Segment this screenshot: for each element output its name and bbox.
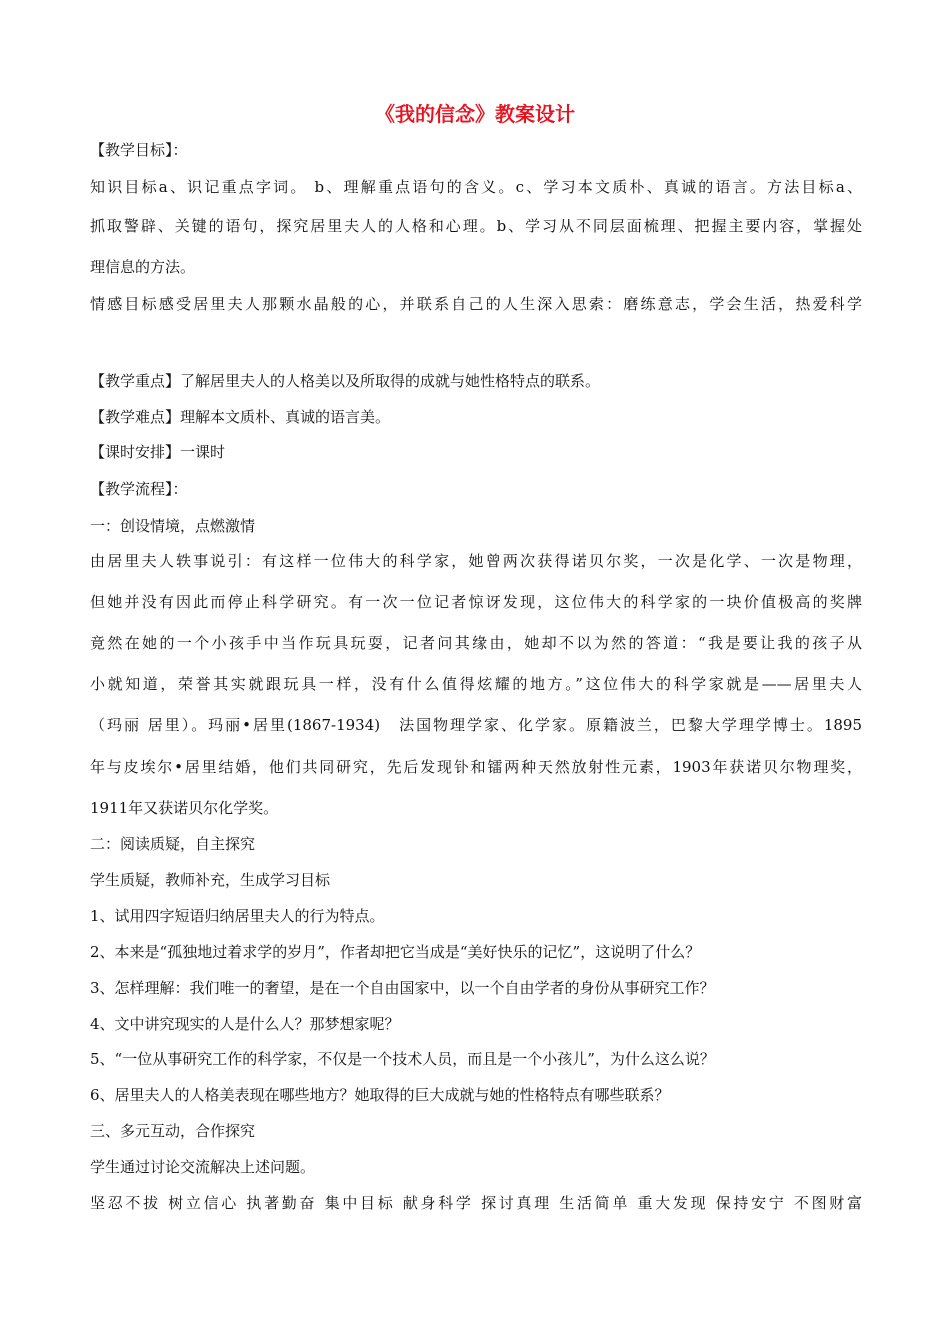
paragraph-line: 小就知道，荣誉其实就跟玩具一样，没有什么值得炫耀的地方。”这位伟大的科学家就是——居里夫人 <box>90 675 862 693</box>
paragraph-line: 学生质疑，教师补充，生成学习目标 <box>90 871 331 889</box>
paragraph-line: （玛丽 居里）。玛丽•居里(1867-1934) 法国物理学家、化学家。原籍波兰，巴黎大学理学博士。1895 <box>90 716 862 734</box>
step-heading: 三、多元互动，合作探究 <box>90 1122 256 1140</box>
section-heading-objectives: 【教学目标】： <box>90 141 188 159</box>
section-heading-schedule: 【课时安排】一课时 <box>90 443 226 461</box>
section-heading-process: 【教学流程】： <box>90 480 188 498</box>
paragraph-line: 情感目标感受居里夫人那颗水晶般的心，并联系自己的人生深入思索：磨练意志，学会生活，热爱科学 <box>90 295 862 313</box>
paragraph-line: 抓取警辟、关键的语句，探究居里夫人的人格和心理。b、学习从不同层面梳理、把握主要内容，掌握处 <box>90 217 862 235</box>
question-item: 1、试用四字短语归纳居里夫人的行为特点。 <box>90 907 385 925</box>
step-heading: 二：阅读质疑，自主探究 <box>90 835 256 853</box>
paragraph-line: 年与皮埃尔•居里结婚，他们共同研究，先后发现钋和镭两种天然放射性元素，1903年获诺贝尔物理奖， <box>90 758 862 776</box>
question-item: 6、居里夫人的人格美表现在哪些地方？她取得的巨大成就与她的性格特点有哪些联系？ <box>90 1086 670 1104</box>
section-heading-key-points: 【教学重点】了解居里夫人的人格美以及所取得的成就与她性格特点的联系。 <box>90 372 601 390</box>
question-item: 4、文中讲究现实的人是什么人？那梦想家呢？ <box>90 1015 400 1033</box>
paragraph-line: 1911年又获诺贝尔化学奖。 <box>90 799 279 817</box>
document-title: 《我的信念》教案设计 <box>375 102 575 126</box>
question-item: 3、怎样理解：我们唯一的奢望，是在一个自由国家中，以一个自由学者的身份从事研究工作？ <box>90 979 715 997</box>
question-item: 2、本来是“孤独地过着求学的岁月”，作者却把它当成是“美好快乐的记忆”，这说明了什么？ <box>90 943 701 961</box>
section-heading-difficulties: 【教学难点】理解本文质朴、真诚的语言美。 <box>90 408 391 426</box>
paragraph-line: 但她并没有因此而停止科学研究。有一次一位记者惊讶发现，这位伟大的科学家的一块价值极高的奖牌 <box>90 593 862 611</box>
step-heading: 一：创设情境，点燃激情 <box>90 517 256 535</box>
keyword-list: 坚忍不拔 树立信心 执著勤奋 集中目标 献身科学 探讨真理 生活简单 重大发现 保持安宁 不图财富 <box>90 1194 862 1212</box>
question-item: 5、“一位从事研究工作的科学家，不仅是一个技术人员，而且是一个小孩儿”，为什么这么说？ <box>90 1050 715 1068</box>
paragraph-line: 由居里夫人轶事说引：有这样一位伟大的科学家，她曾两次获得诺贝尔奖，一次是化学、一次是物理， <box>90 552 862 570</box>
paragraph-line: 理信息的方法。 <box>90 258 196 276</box>
paragraph-line: 学生通过讨论交流解决上述问题。 <box>90 1158 316 1176</box>
paragraph-line: 竟然在她的一个小孩手中当作玩具玩耍，记者问其缘由，她却不以为然的答道：“我是要让我的孩子从 <box>90 634 862 652</box>
paragraph-line: 知识目标a、识记重点字词。 b、理解重点语句的含义。c、学习本文质朴、真诚的语言。方法目标a、 <box>90 178 862 196</box>
